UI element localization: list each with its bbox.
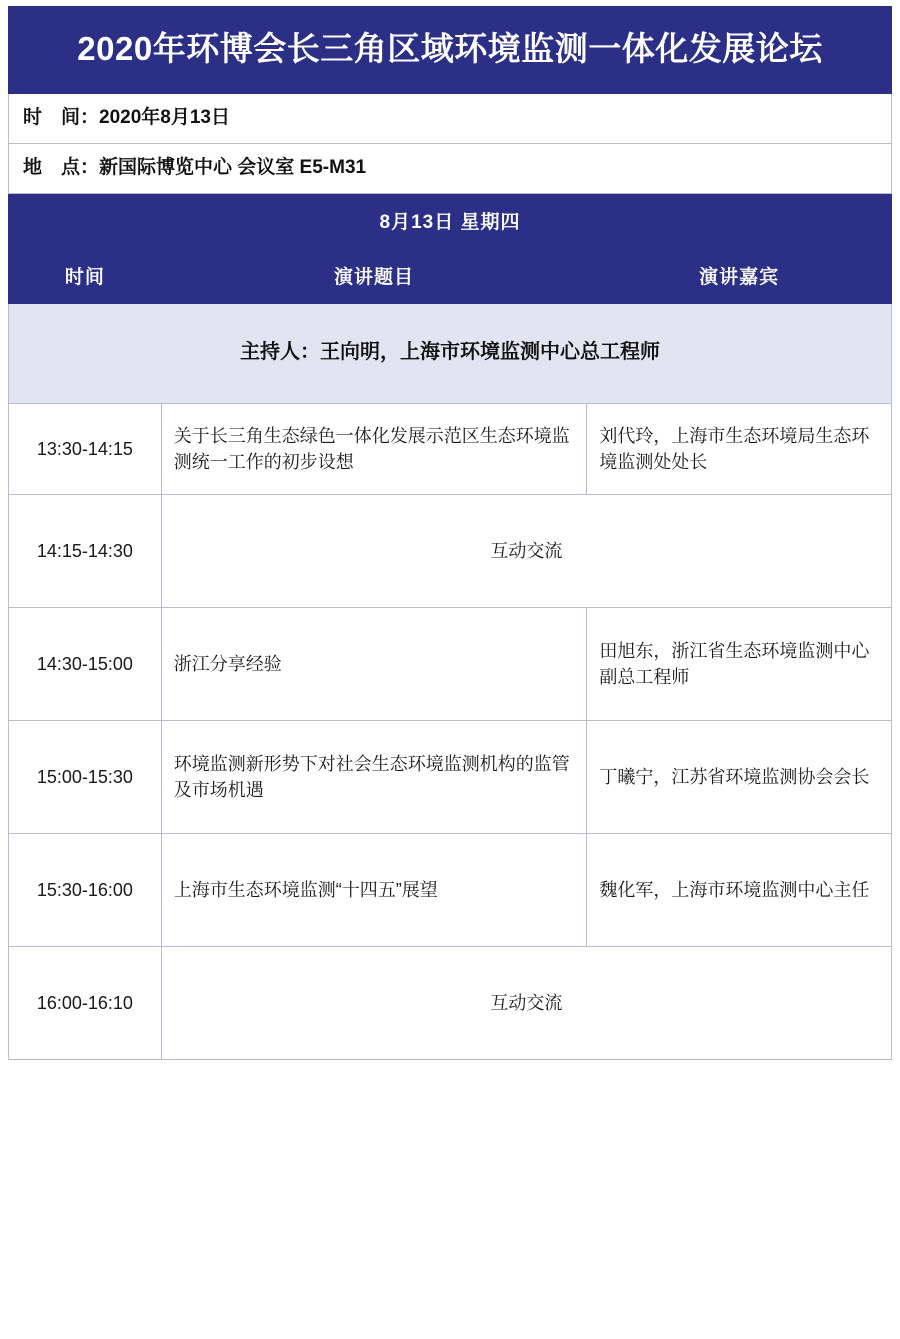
table-row bbox=[9, 946, 892, 1059]
row-topic: 关于长三角生态绿色一体化发展示范区生态环境监测统一工作的初步设想 bbox=[161, 403, 587, 494]
column-header-time: 时间 bbox=[9, 247, 162, 303]
row-topic: 浙江分享经验 bbox=[161, 607, 587, 720]
row-time: 15:00-15:30 bbox=[9, 720, 162, 833]
row-speaker: 田旭东，浙江省生态环境监测中心副总工程师 bbox=[587, 607, 892, 720]
host-label: 主持人：王向明，上海市环境监测中心总工程师 bbox=[9, 303, 892, 403]
table-row bbox=[9, 607, 892, 720]
row-time: 16:00-16:10 bbox=[9, 946, 162, 1059]
column-header-speaker: 演讲嘉宾 bbox=[587, 247, 892, 303]
row-speaker: 丁曦宁，江苏省环境监测协会会长 bbox=[587, 720, 892, 833]
day-header: 8月13日 星期四 bbox=[8, 194, 892, 247]
column-header-topic: 演讲题目 bbox=[161, 247, 587, 303]
row-time: 15:30-16:00 bbox=[9, 833, 162, 946]
row-speaker: 魏化军，上海市环境监测中心主任 bbox=[587, 833, 892, 946]
table-row bbox=[9, 720, 892, 833]
table-header-row bbox=[9, 247, 892, 303]
row-topic: 互动交流 bbox=[161, 946, 891, 1059]
host-row bbox=[9, 303, 892, 403]
event-place-row: 地 点：新国际博览中心 会议室 E5-M31 bbox=[8, 144, 892, 194]
row-speaker: 刘代玲，上海市生态环境局生态环境监测处处长 bbox=[587, 403, 892, 494]
row-time: 14:30-15:00 bbox=[9, 607, 162, 720]
table-row bbox=[9, 403, 892, 494]
row-topic: 互动交流 bbox=[161, 494, 891, 607]
table-row bbox=[9, 494, 892, 607]
event-time-row: 时 间：2020年8月13日 bbox=[8, 94, 892, 144]
row-time: 13:30-14:15 bbox=[9, 403, 162, 494]
row-topic: 上海市生态环境监测“十四五”展望 bbox=[161, 833, 587, 946]
row-time: 14:15-14:30 bbox=[9, 494, 162, 607]
table-row bbox=[9, 833, 892, 946]
agenda-table bbox=[8, 247, 892, 1060]
row-topic: 环境监测新形势下对社会生态环境监测机构的监管及市场机遇 bbox=[161, 720, 587, 833]
page-title: 2020年环博会长三角区域环境监测一体化发展论坛 bbox=[8, 6, 892, 94]
